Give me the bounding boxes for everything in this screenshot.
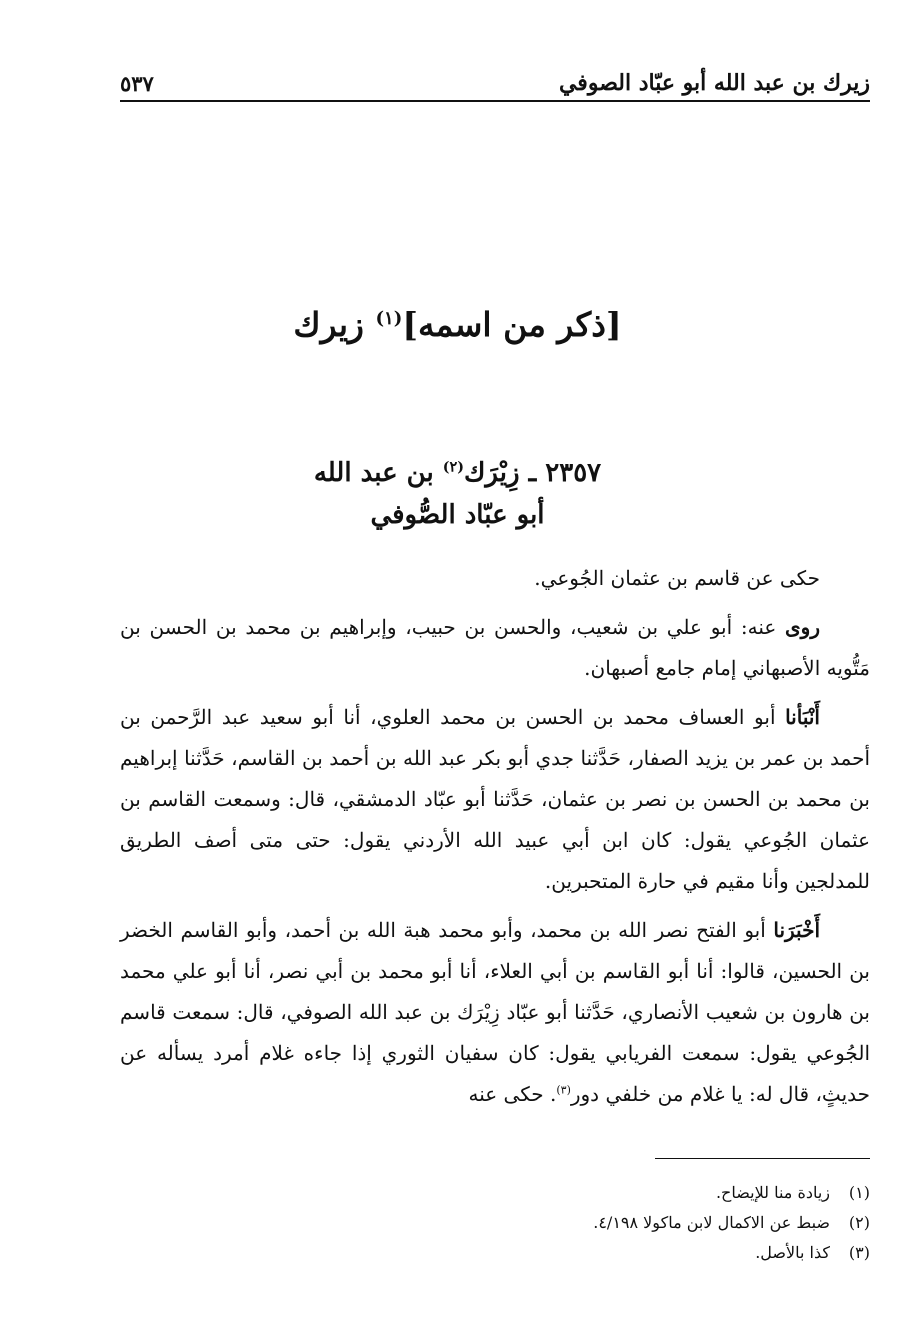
section-heading-text: [ذكر من اسمه] [402,305,622,344]
entry-name-rest: بن عبد الله [313,458,434,488]
entry-title-line-1 [0,452,915,494]
paragraph [120,910,870,1115]
paragraph-text: حكى عن قاسم بن عثمان الجُوعي. [534,566,820,590]
footnote-divider [655,1158,870,1159]
footnote-number: (٢) [848,1213,870,1232]
entry-heading [0,452,915,536]
footnote-text: ضبط عن الاكمال لابن ماكولا ٤/١٩٨. [593,1213,830,1232]
paragraph-text: أبو العساف محمد بن الحسن بن محمد العلوي، أنا أبو سعيد عبد الرَّحمن بن أحمد بن عمر بن يزيد الصفار، حَدَّثنا جدي أبو بكر عبد الله بن أحمد بن القاسم، حَدَّثنا إبراهيم بن محمد بن الحسن بن نصر بن عثمان، حَدَّثنا أبو عبّاد الدمشقي، قال: وسمعت القاسم بن عثمان الجُوعي يقول: كان ابن أبي عبيد الله الأردني يقول: حتى متى أصف الطريق للمدلجين وأنا مقيم في حارة المتحبرين. [120,705,870,893]
footnote-ref-2: (٢) [442,459,464,476]
paragraph [120,607,870,689]
footnote-ref-3: (٣) [556,1083,571,1097]
paragraph-tail: . حكى عنه [468,1082,557,1106]
running-title: زيرك بن عبد الله أبو عبّاد الصوفي [558,70,870,96]
body-text [120,558,870,1123]
entry-number-name: ٢٣٥٧ ـ زِيْرَك [463,458,602,488]
footnote-text: زيادة منا للإيضاح. [715,1183,830,1202]
paragraph-text: عنه: أبو علي بن شعيب، والحسن بن حبيب، وإبراهيم بن محمد بن الحسن بن مَتُّويه الأصبهاني إمام جامع أصبهان. [120,615,870,680]
footnote-ref-1: (١) [375,308,403,329]
section-heading-name: زيرك [293,305,364,344]
paragraph-text: أبو الفتح نصر الله بن محمد، وأبو محمد هبة الله بن أحمد، وأبو القاسم الخضر بن الحسين، قالوا: أنا أبو القاسم بن أبي العلاء، أنا أبو محمد بن أبي نصر، أنا أبو علي محمد بن هارون بن شعيب الأنصاري، حَدَّثنا أبو عبّاد زِيْرَك بن عبد الله الصوفي، قال: سمعت قاسم الجُوعي يقول: سمعت الفريابي يقول: كان سفيان الثوري إذا جاءه غلام أمرد يسأله عن حديثٍ، قال له: يا غلام من خلفي دور [120,918,870,1106]
footnote [120,1208,870,1238]
footnote [120,1178,870,1208]
section-heading [0,305,915,344]
footnote-text: كذا بالأصل. [755,1243,830,1262]
entry-title-line-2: أبو عبّاد الصُّوفي [370,500,545,530]
footnote-number: (٣) [848,1243,870,1262]
paragraph [120,697,870,902]
running-header [120,60,870,102]
paragraph-lead: روى [785,615,820,639]
paragraph-lead: أَنْبَأنا [785,705,820,729]
footnotes [120,1178,870,1268]
paragraph-lead: أَخْبَرَنا [773,918,820,942]
page-number: ٥٣٧ [120,71,154,96]
footnote [120,1238,870,1268]
footnote-number: (١) [848,1183,870,1202]
paragraph [120,558,870,599]
